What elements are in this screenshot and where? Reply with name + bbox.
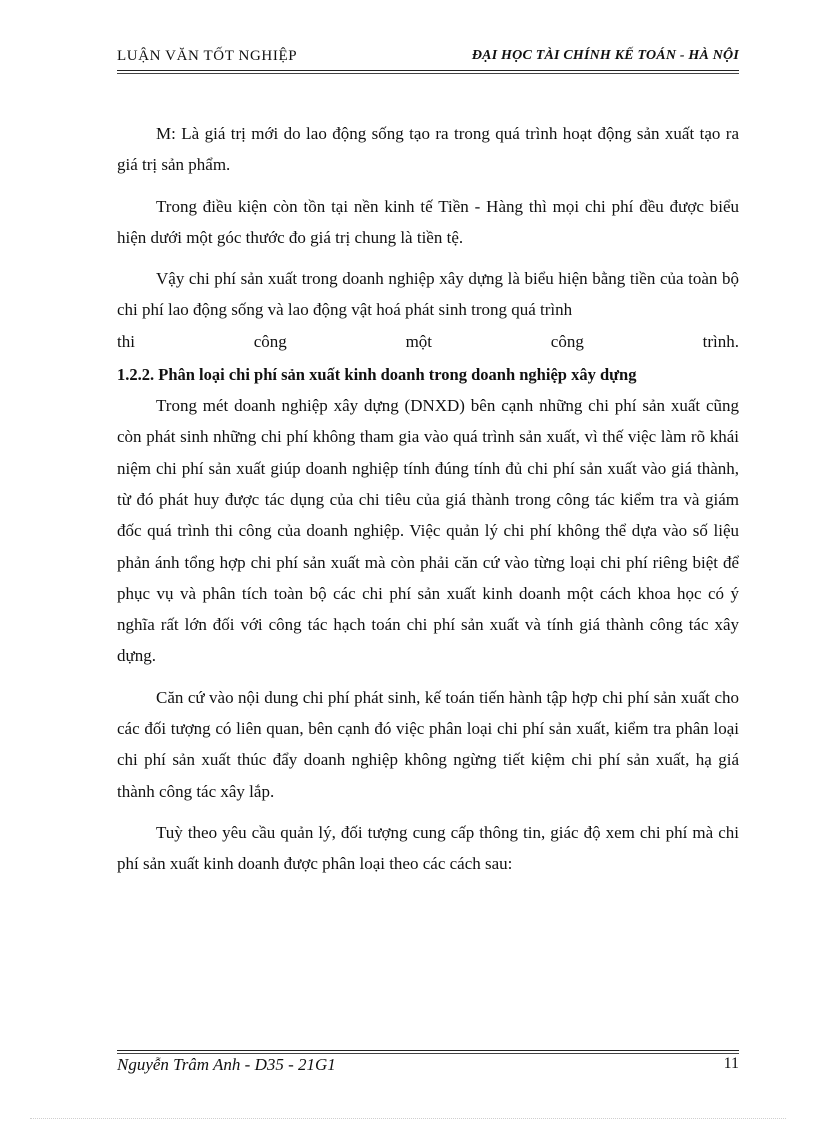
footer-author: Nguyễn Trâm Anh - D35 - 21G1 bbox=[117, 1055, 336, 1074]
header-thesis-title: LUẬN VĂN TỐT NGHIỆP bbox=[117, 48, 298, 64]
paragraph-classification-methods: Tuỳ theo yêu cầu quản lý, đối tượng cung cấp thông tin, giác độ xem chi phí mà chi phí sản xuất kinh doanh được phân loại theo các cách sau: bbox=[117, 822, 739, 874]
body-text bbox=[117, 118, 739, 890]
header-university: ĐẠI HỌC TÀI CHÍNH KẾ TOÁN - HÀ NỘI bbox=[471, 48, 739, 63]
section-heading: 1.2.2. Phân loại chi phí sản xuất kinh doanh trong doanh nghiệp xây dựng bbox=[117, 365, 637, 385]
footer-divider-thin bbox=[117, 1053, 739, 1054]
header-divider-thin bbox=[117, 73, 739, 74]
page-header bbox=[117, 48, 739, 70]
paragraph-m-definition: M: Là giá trị mới do lao động sống tạo ra trong quá trình hoạt động sản xuất tạo ra giá trị sản phẩm. bbox=[117, 124, 739, 175]
header-divider bbox=[117, 70, 739, 71]
paragraph-cost-classification: Trong mét doanh nghiệp xây dựng (DNXD) bên cạnh những chi phí sản xuất cũng còn phát sinh những chi phí không tham gia vào quá trình sản xuất, vì thế việc làm rõ khái niệm chi phí sản xuất giúp doanh nghiệp tính đúng tính đủ chi phí sản xuất vào giá thành, từ đó phát huy được tác dụng của chi tiêu của giá thành trong công tác kiểm tra và giám đốc quá trình thi công của doanh nghiệp. Việc quản lý chi phí không thể dựa vào số liệu phản ánh tổng hợp chi phí sản xuất mà còn phải căn cứ vào từng loại chi phí riêng biệt để phục vụ và phân tích toàn bộ các chi phí sản xuất kinh doanh một cách khoa học có ý nghĩa rất lớn đối với công tác hạch toán chi phí sản xuất và tính giá thành công tác xây dựng. bbox=[117, 396, 739, 666]
paragraph-cost-grouping: Căn cứ vào nội dung chi phí phát sinh, kế toán tiến hành tập hợp chi phí sản xuất cho các đối tượng có liên quan, bên cạnh đó việc phân loại chi phí sản xuất, kiểm tra phân loại chi phí sản xuất thúc đẩy doanh nghiệp không ngừng tiết kiệm chi phí sản xuất, hạ giá thành công tác xây lắp. bbox=[117, 687, 739, 801]
page-number: 11 bbox=[723, 1055, 739, 1072]
paragraph-production-cost-definition: Vậy chi phí sản xuất trong doanh nghiệp xây dựng là biểu hiện bằng tiền của toàn bộ chi phí lao động sống và lao động vật hoá phát sinh trong quá trình bbox=[117, 269, 739, 320]
page-bottom-dotted-line bbox=[30, 1118, 786, 1119]
footer-divider bbox=[117, 1050, 739, 1051]
paragraph-production-cost-definition-end: thi công một công trình. bbox=[117, 331, 739, 351]
paragraph-money-economy: Trong điều kiện còn tồn tại nền kinh tế Tiền - Hàng thì mọi chi phí đều được biểu hiện dưới một góc thước đo giá trị chung là tiền tệ. bbox=[117, 196, 739, 247]
